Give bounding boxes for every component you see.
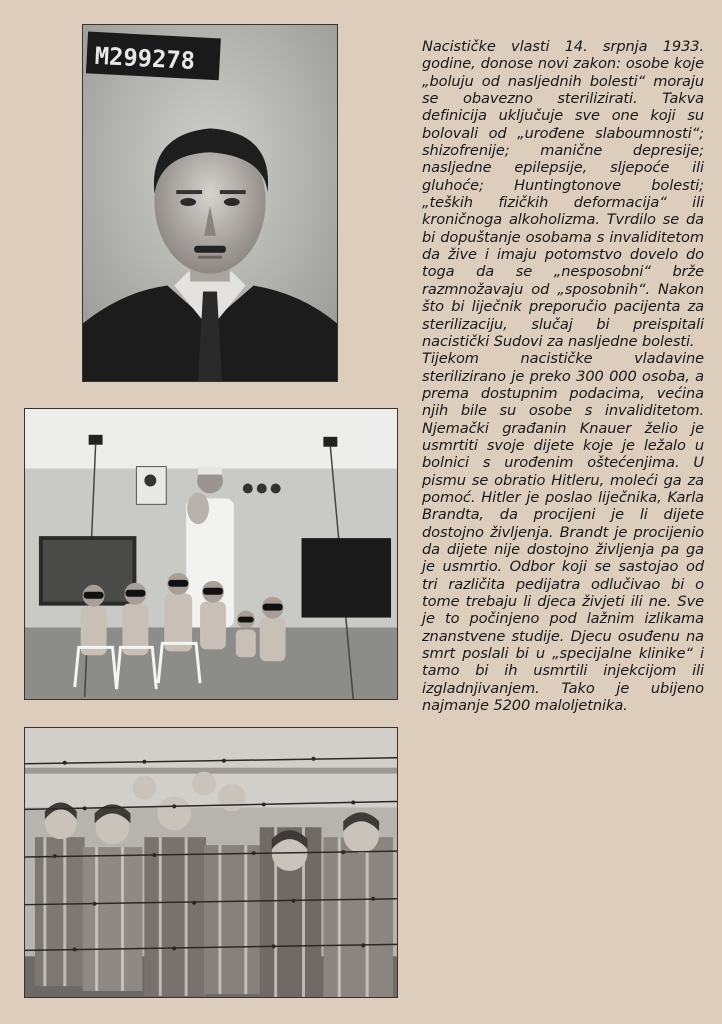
clinic-image xyxy=(25,409,397,699)
mugshot-photo xyxy=(82,24,338,382)
article-paragraph-1: Nacističke vlasti 14. srpnja 1933. godine, donose novi zakon: osobe koje „boluju od nasljednih bolesti“ moraju se obavezno sterilizirati. Takva definicija uključuje sve one koji su bolovali od „urođene slaboumnosti“; shizofrenije; manične depresije; nasljedne epilepsije, sljepoće ili gluhoće; Huntingtonove bolesti; „teških fizičkih deformacija“ ili kroničnoga alkoholizma. Tvrdilo se da bi dopuštanje osobama s invaliditetom da žive i imaju potomstvo dovelo do toga da se „nesposobni“ brže razmnožavaju od „sposobnih“. Nakon što bi liječnik preporučio pacijenta za sterilizaciju, slučaj bi preispitali nacistički Sudovi za nasljedne bolesti. xyxy=(422,38,704,350)
placard-number: M299278 xyxy=(94,41,196,75)
article-paragraph-2: Tijekom nacističke vladavine sterilizirano je preko 300 000 osoba, a prema dostupnim podacima, većina njih bile su osobe s invaliditetom. Njemački građanin Knauer želio je usmrtiti svoje dijete koje je ležalo u bolnici s urođenim oštećenjima. U pismu se obratio Hitleru, moleći ga za pomoć. Hitler je poslao liječnika, Karla Brandta, da procijeni je li dijete dostojno življenja. Brandt je procijenio da dijete nije dostojno življenja pa ga je usmrtio. Odbor koji se sastojao od tri različita pedijatra odlučivao bi o tome trebaju li djeca živjeti ili ne. Sve je to počinjeno pod lažnim izlikama znanstvene studije. Djecu osuđenu na smrt poslali bi u „specijalne klinike“ i tamo bi ih usmrtili injekcijom ili izgladnjivanjem. Tako je ubijeno najmanje 5200 maloljetnika. xyxy=(422,350,704,715)
camp-image xyxy=(25,728,397,997)
camp-photo xyxy=(24,727,398,998)
article-text xyxy=(422,38,704,714)
mugshot-image xyxy=(83,25,337,381)
clinic-photo xyxy=(24,408,398,700)
